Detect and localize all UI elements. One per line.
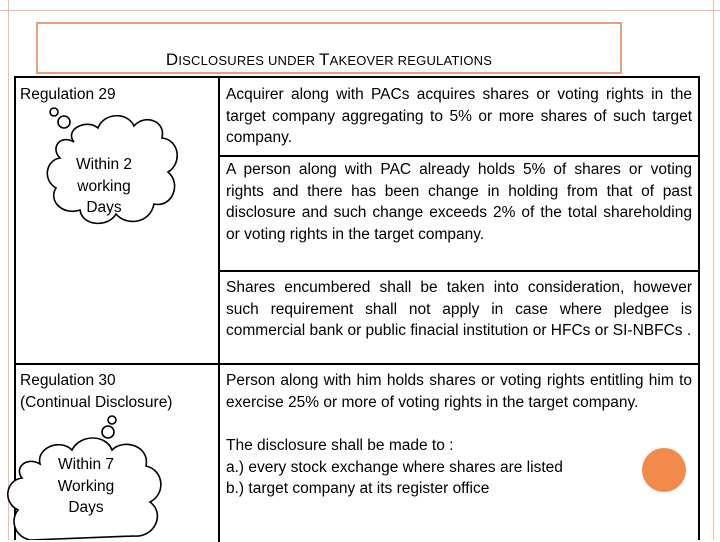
regulation-30-label [20, 370, 172, 413]
timeline-30-line-3: Days [68, 499, 104, 517]
title-part-2: AKEOVER REGULATIONS [329, 53, 493, 68]
row-divider-1 [218, 155, 700, 157]
title-initial-2: T [319, 50, 330, 69]
column-divider-row1 [218, 78, 220, 365]
regulation-29-label: Regulation 29 [20, 86, 116, 103]
regulation-30-title: Regulation 30 [20, 372, 116, 389]
title-initial-1: D [165, 50, 179, 69]
frame-line-top [0, 10, 720, 11]
timeline-30-line-2: Working [57, 477, 115, 495]
title-part-1: ISCLOSURES UNDER [178, 53, 320, 68]
column-divider-row2 [218, 365, 220, 542]
decorative-dot [642, 448, 686, 492]
page-title [38, 50, 620, 70]
description-encumbered-shares: Shares encumbered shall be taken into consideration, however such requirement shall not apply in case where pledgee is commercial bank or public finacial institution or HFCs or SI-NBFCs . [226, 279, 692, 340]
description-25-percent: Person along with him holds shares or voting rights entitling him to exercise 25% or more of voting rights in the target company. [226, 372, 692, 411]
row-divider-main [16, 363, 700, 365]
timeline-29-line-3: Days [86, 199, 122, 217]
timeline-30-line-1: Within 7 [58, 456, 114, 473]
disclosure-made-to: The disclosure shall be made to : [226, 437, 454, 454]
description-2-percent-change: A person along with PAC already holds 5% of shares or voting rights and there has been change in holding from that of past disclosure and such change exceeds 2% of the total shareholding or voting rights in the target company. [226, 161, 692, 243]
disclosure-target-company: b.) target company at its register office [226, 480, 490, 497]
timeline-29-line-2: working [77, 177, 131, 195]
regulation-30-subtitle: (Continual Disclosure) [20, 393, 173, 411]
regulation-29-timeline [58, 154, 150, 219]
description-5-percent: Acquirer along with PACs acquires shares or voting rights in the target company aggregating to 5% or more shares of such target company. [226, 86, 692, 147]
frame-line-right [713, 0, 714, 540]
timeline-29-line-1: Within 2 [76, 156, 132, 173]
row-divider-2 [218, 270, 700, 272]
disclosure-stock-exchange: a.) every stock exchange where shares are listed [226, 459, 563, 476]
title-box [36, 22, 622, 74]
regulation-30-timeline [40, 454, 132, 519]
